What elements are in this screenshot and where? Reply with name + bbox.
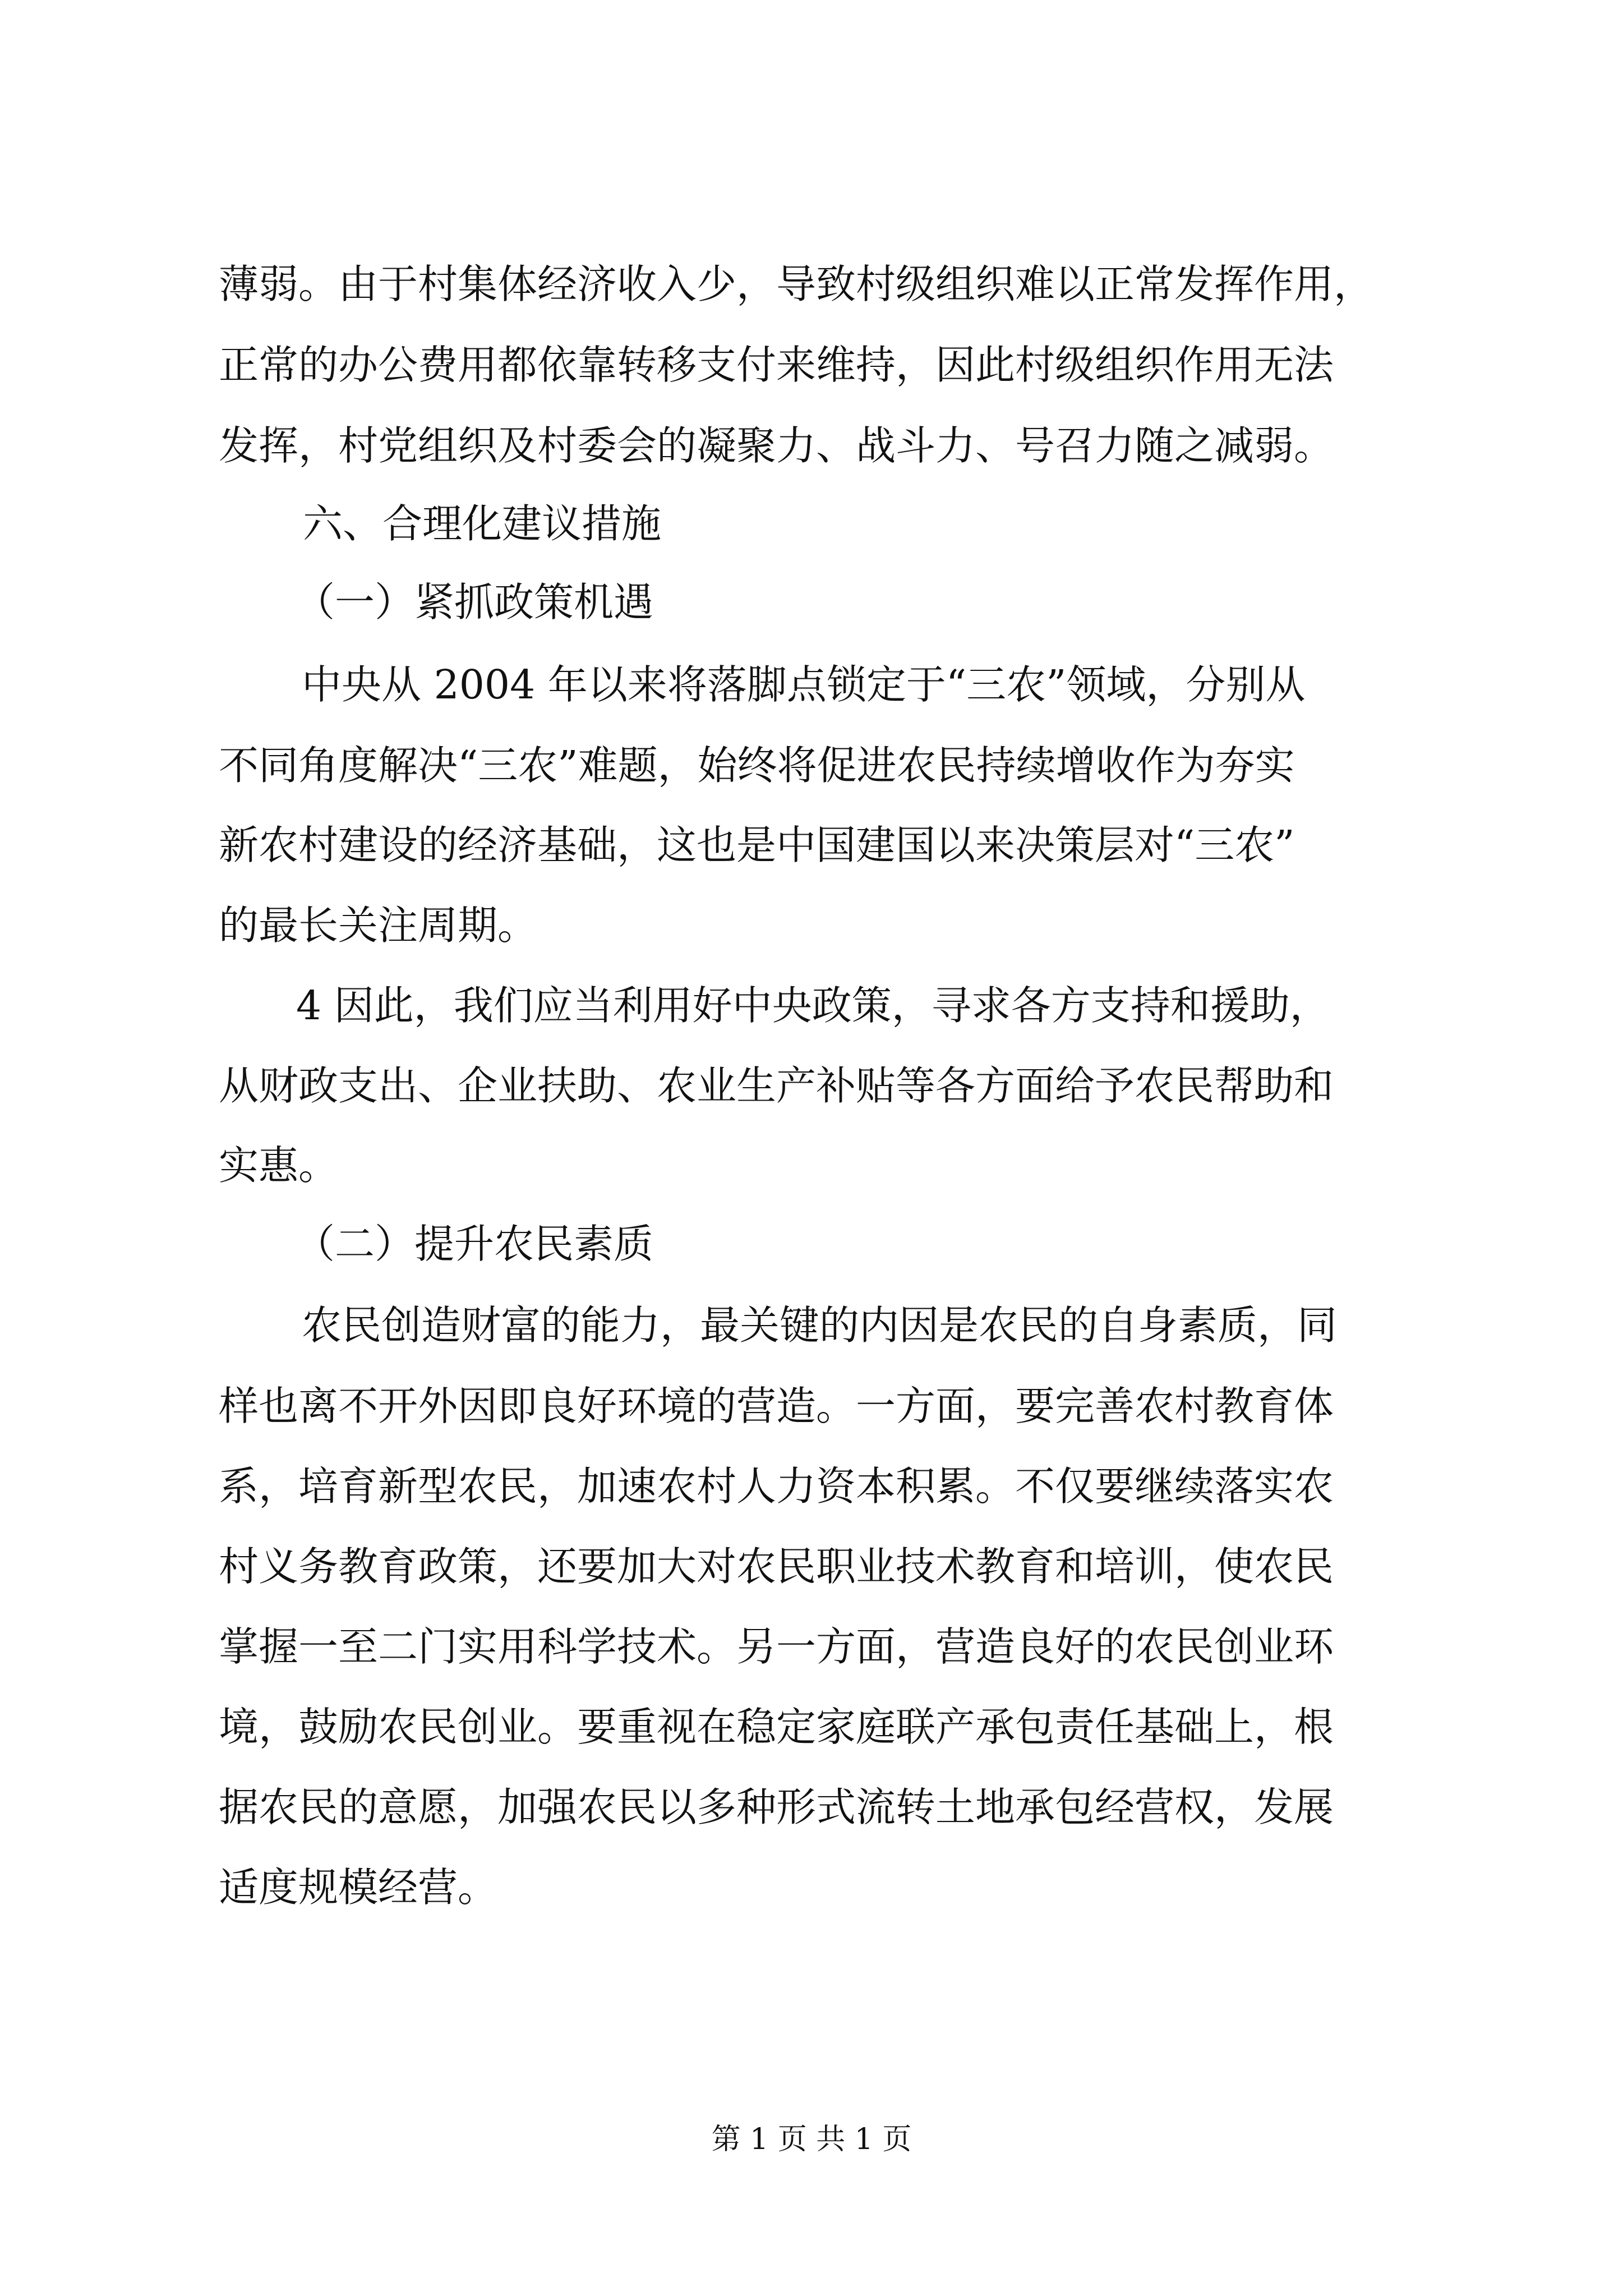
paragraph-start-line: 农民创造财富的能力，最关键的内因是农民的自身素质，同 xyxy=(302,1302,1338,1349)
body-text-line: 从财政支出、企业扶助、农业生产补贴等各方面给予农民帮助和 xyxy=(219,1062,1334,1109)
body-text-line: 据农民的意愿，加强农民以多种形式流转土地承包经营权，发展 xyxy=(219,1784,1334,1830)
body-text-line: 境，鼓励农民创业。要重视在稳定家庭联产承包责任基础上，根 xyxy=(219,1704,1334,1750)
body-text-line: 新农村建设的经济基础，这也是中国建国以来决策层对“三农” xyxy=(219,822,1295,868)
page-number-footer: 第 1 页 共 1 页 xyxy=(711,2123,912,2156)
paragraph-start-line: 中央从 2004 年以来将落脚点锁定于“三农”领域，分别从 xyxy=(302,661,1306,708)
body-text-line: 村义务教育政策，还要加大对农民职业技术教育和培训，使农民 xyxy=(219,1543,1334,1590)
body-text-line: 掌握一至二门实用科学技术。另一方面，营造良好的农民创业环 xyxy=(219,1623,1334,1670)
body-text-line: 发挥，村党组织及村委会的凝聚力、战斗力、号召力随之减弱。 xyxy=(219,422,1334,469)
body-text-line: 薄弱。由于村集体经济收入少，导致村级组织难以正常发挥作用， xyxy=(219,261,1374,307)
body-text-line: 正常的办公费用都依靠转移支付来维持，因此村级组织作用无法 xyxy=(219,342,1334,388)
subsection-heading: （一）紧抓政策机遇 xyxy=(295,579,654,625)
body-text-line: 适度规模经营。 xyxy=(219,1864,498,1911)
section-heading: 六、合理化建议措施 xyxy=(303,500,662,547)
body-text-line: 实惠。 xyxy=(219,1142,339,1189)
body-text-line: 的最长关注周期。 xyxy=(219,902,538,949)
body-text-line: 样也离不开外因即良好环境的营造。一方面，要完善农村教育体 xyxy=(219,1383,1334,1429)
subsection-heading: （二）提升农民素质 xyxy=(295,1221,654,1267)
body-text-line: 系，培育新型农民，加速农村人力资本积累。不仅要继续落实农 xyxy=(219,1463,1334,1510)
body-text-line: 不同角度解决“三农”难题，始终将促进农民持续增收作为夯实 xyxy=(219,742,1295,789)
paragraph-start-line: 4 因此，我们应当利用好中央政策，寻求各方支持和援助， xyxy=(296,982,1330,1029)
